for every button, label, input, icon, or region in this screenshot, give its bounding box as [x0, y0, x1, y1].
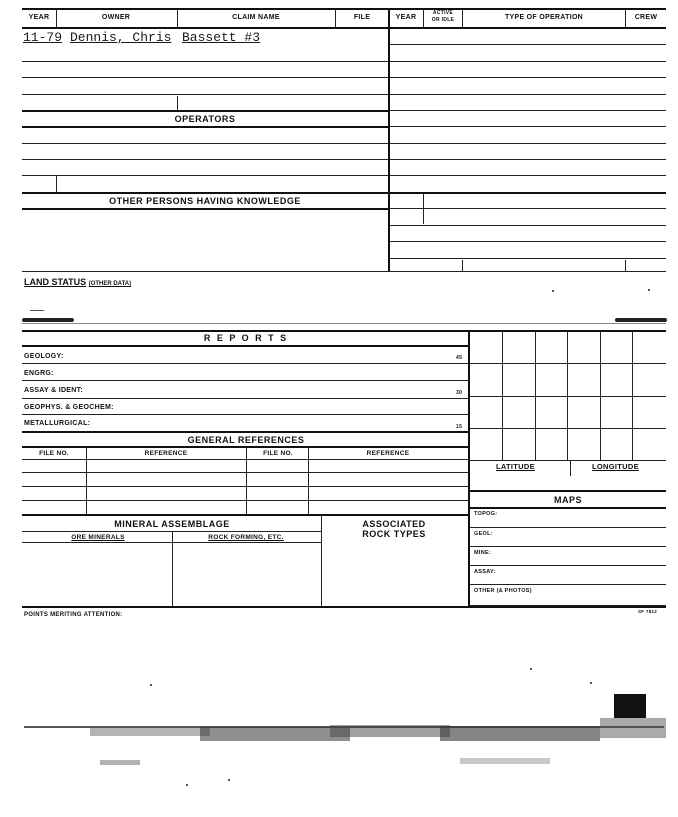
- maps-heading: MAPS: [553, 495, 583, 505]
- maps-row-line: [470, 584, 666, 585]
- scan-mark: [30, 310, 44, 311]
- mineral-assemblage-heading: MINERAL ASSEMBLAGE: [114, 519, 230, 529]
- col-divider: [625, 260, 626, 271]
- points-meriting-attention: POINTS MERITING ATTENTION:: [24, 612, 123, 618]
- other-persons-heading: OTHER PERSONS HAVING KNOWLEDGE: [109, 196, 301, 206]
- divider-rule: [22, 323, 666, 324]
- owner-row-line: [22, 61, 388, 62]
- header-year: YEAR: [28, 14, 50, 21]
- operation-row-line: [390, 110, 666, 111]
- header-top-rule: [22, 8, 666, 10]
- operators-section-end: [22, 192, 388, 194]
- operation-row-line: [390, 61, 666, 62]
- gr-row-line: [22, 459, 468, 460]
- report-row-line: [22, 380, 468, 381]
- operation-row-line: [390, 143, 666, 144]
- report-assay: ASSAY & IDENT:: [24, 387, 84, 394]
- report-row-line: [22, 414, 468, 415]
- operation-row-line: [390, 77, 666, 78]
- col-divider: [423, 9, 424, 27]
- scan-noise: [460, 758, 550, 764]
- form-number: SF 7812: [638, 609, 658, 614]
- report-num: 45: [456, 355, 463, 361]
- reports-end-rule: [22, 431, 468, 433]
- gr-col-divider: [246, 447, 247, 514]
- reports-heading-rule: [22, 345, 468, 347]
- header-bottom-rule: [22, 27, 666, 29]
- report-metallurgical: METALLURGICAL:: [24, 420, 91, 427]
- operators-heading: OPERATORS: [174, 114, 236, 124]
- col-divider: [335, 9, 336, 27]
- grid-line: [470, 363, 666, 364]
- gr-row-line: [22, 500, 468, 501]
- maps-row-line: [470, 565, 666, 566]
- col-divider: [462, 260, 463, 271]
- header-or-idle: OR IDLE: [431, 17, 455, 23]
- operation-row-line: [390, 241, 666, 242]
- report-num: 30: [456, 390, 463, 396]
- grid-line: [502, 331, 503, 460]
- operation-row-line: [390, 258, 666, 259]
- reports-top-rule: [22, 330, 666, 332]
- land-status-subtitle: (OTHER DATA): [88, 281, 132, 287]
- associated-heading-2: ROCK TYPES: [362, 529, 426, 539]
- header-file: FILE: [353, 14, 371, 21]
- owner-row-line: [22, 94, 388, 95]
- operator-row-line: [22, 159, 388, 160]
- maps-top-rule: [470, 490, 666, 492]
- scan-smear-right: [615, 318, 667, 322]
- col-divider: [625, 9, 626, 27]
- col-divider: [177, 9, 178, 27]
- gr-end-rule: [22, 514, 468, 516]
- gr-row-line: [22, 472, 468, 473]
- report-row-line: [22, 363, 468, 364]
- col-divider-main: [388, 9, 390, 271]
- scan-noise: [600, 718, 666, 738]
- operator-row-line: [22, 175, 388, 176]
- operators-heading-rule: [22, 126, 388, 128]
- scan-speck: [186, 784, 188, 786]
- grid-line: [600, 331, 601, 460]
- owner-section-end: [22, 110, 388, 112]
- scan-speck: [150, 684, 152, 686]
- report-engrg: ENGRG:: [24, 370, 54, 377]
- operation-row-line: [390, 192, 666, 194]
- col-divider: [177, 96, 178, 110]
- longitude-label: LONGITUDE: [592, 462, 639, 471]
- operator-row-line: [22, 143, 388, 144]
- operation-row-line: [390, 126, 666, 127]
- maps-geol: GEOL:: [474, 531, 493, 537]
- scan-noise: [200, 727, 350, 741]
- reports-heading: R E P O R T S: [203, 333, 289, 343]
- report-geology: GEOLOGY:: [24, 353, 64, 360]
- gr-col-file-no-1: FILE NO.: [39, 450, 69, 457]
- gr-col-reference-2: REFERENCE: [366, 450, 410, 457]
- maps-heading-rule: [470, 507, 666, 509]
- operation-row-line: [390, 175, 666, 176]
- gr-col-divider: [308, 447, 309, 514]
- associated-heading-1: ASSOCIATED: [362, 519, 426, 529]
- scan-noise: [90, 728, 210, 736]
- land-status-label: [24, 277, 131, 287]
- col-divider: [56, 9, 57, 27]
- header-claim-name: CLAIM NAME: [232, 14, 280, 21]
- ore-minerals-heading: ORE MINERALS: [71, 534, 125, 541]
- grid-line: [470, 396, 666, 397]
- maps-row-line: [470, 527, 666, 528]
- gr-col-file-no-2: FILE NO.: [263, 450, 293, 457]
- scan-speck: [228, 779, 230, 781]
- col-divider: [56, 176, 57, 192]
- grid-line: [632, 331, 633, 460]
- latlong-divider: [570, 460, 571, 476]
- col-divider: [423, 194, 424, 224]
- other-persons-heading-rule: [22, 208, 388, 210]
- rock-forming-heading: ROCK FORMING, ETC.: [208, 534, 284, 541]
- latitude-label: LATITUDE: [496, 462, 535, 471]
- maps-row-line: [470, 546, 666, 547]
- owner-row-line: [22, 77, 388, 78]
- scan-noise: [440, 726, 600, 741]
- grid-line: [535, 331, 536, 460]
- maps-mine: MINE:: [474, 550, 492, 556]
- entry-claim-name: Bassett #3: [182, 30, 261, 45]
- report-geophys: GEOPHYS. & GEOCHEM:: [24, 404, 114, 411]
- scan-speck: [530, 668, 532, 670]
- header-crew: CREW: [634, 14, 658, 21]
- header-active: ACTIVE: [432, 10, 454, 16]
- scan-black-block: [614, 694, 646, 718]
- scan-noise: [330, 725, 450, 737]
- maps-topog: TOPOG:: [474, 511, 498, 517]
- mineral-col-divider: [172, 532, 173, 606]
- header-type-of-operation: TYPE OF OPERATION: [504, 14, 584, 21]
- gr-row-line: [22, 486, 468, 487]
- header-owner: OWNER: [101, 14, 131, 21]
- land-status-title: LAND STATUS: [24, 277, 87, 287]
- operation-row-line: [390, 225, 666, 226]
- operation-row-line: [390, 208, 666, 209]
- header-year-2: YEAR: [395, 14, 417, 21]
- report-row-line: [22, 398, 468, 399]
- associated-divider: [321, 515, 322, 606]
- scan-speck: [648, 289, 650, 291]
- general-references-heading: GENERAL REFERENCES: [187, 435, 305, 445]
- col-divider: [462, 9, 463, 27]
- gr-col-reference-1: REFERENCE: [144, 450, 188, 457]
- report-num: 15: [456, 424, 463, 430]
- scan-smear-left: [22, 318, 74, 322]
- gr-col-divider: [86, 447, 87, 514]
- form-bottom-rule: [22, 606, 666, 608]
- maps-other: OTHER (& PHOTOS): [474, 588, 532, 594]
- general-references-rule: [22, 446, 468, 448]
- scan-noise: [100, 760, 140, 765]
- operation-row-line: [390, 44, 666, 45]
- operation-row-line: [390, 159, 666, 160]
- entry-year: 11-79: [23, 30, 63, 45]
- maps-assay: ASSAY:: [474, 569, 496, 575]
- scan-speck: [590, 682, 592, 684]
- grid-line: [470, 460, 666, 461]
- grid-line: [470, 428, 666, 429]
- entry-owner: Dennis, Chris: [70, 30, 172, 45]
- scan-speck: [552, 290, 554, 292]
- grid-line: [567, 331, 568, 460]
- top-table-end: [22, 271, 666, 272]
- operation-row-line: [390, 94, 666, 95]
